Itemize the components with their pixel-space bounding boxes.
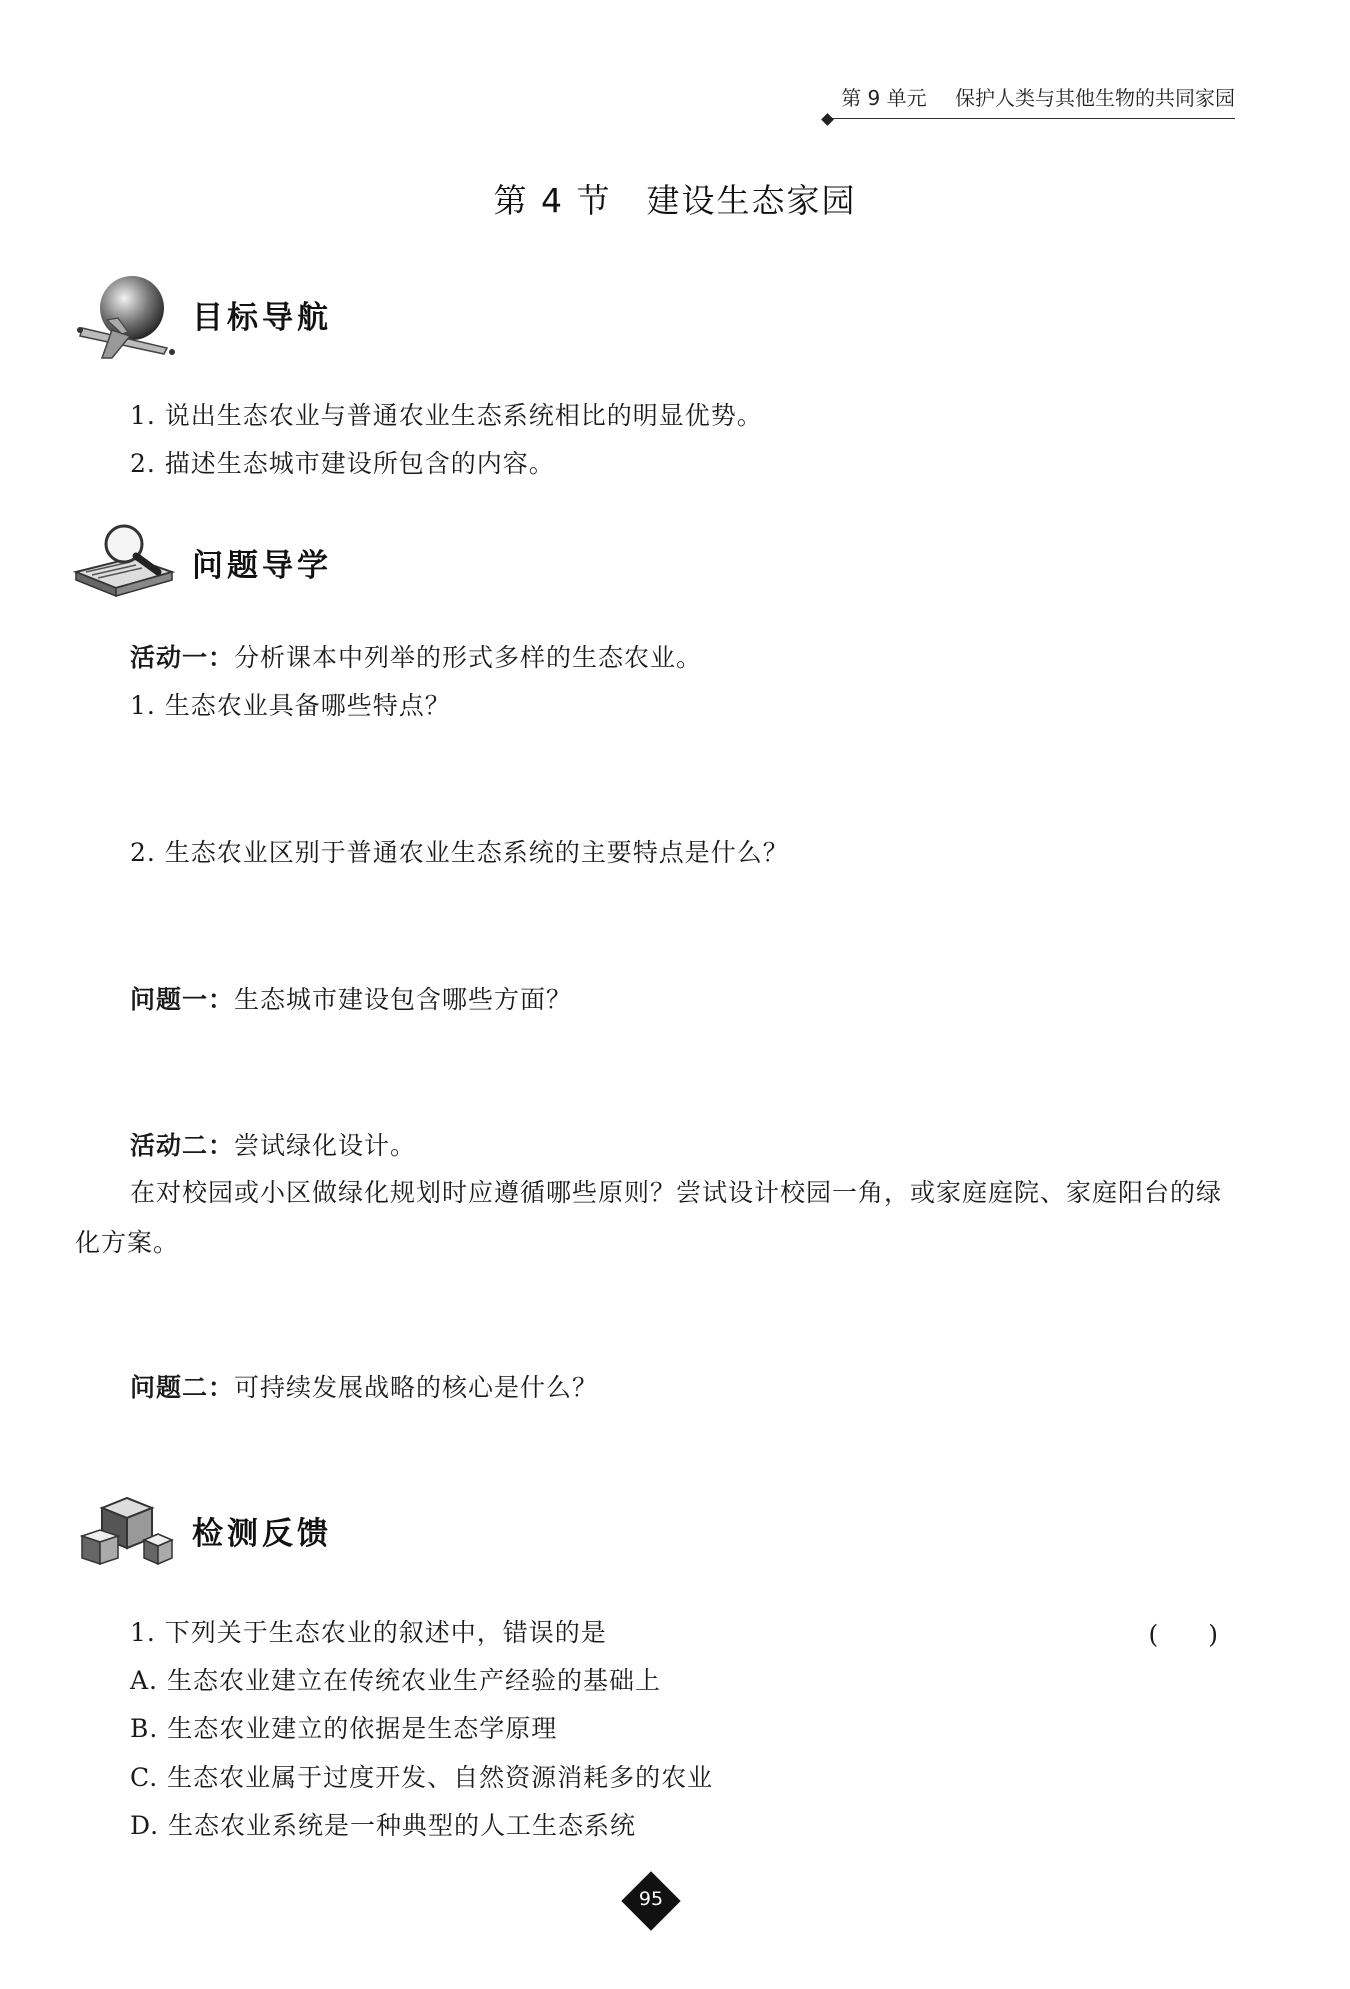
feedback-question-1: 1. 下列关于生态农业的叙述中，错误的是 bbox=[130, 1618, 607, 1647]
goal-item-2: 2. 描述生态城市建设所包含的内容。 bbox=[130, 449, 555, 478]
magnifier-book-icon bbox=[72, 520, 182, 605]
goal-item-1: 1. 说出生态农业与普通农业生态系统相比的明显优势。 bbox=[130, 401, 763, 430]
guide-heading-block bbox=[72, 520, 672, 620]
question1-label: 问题一： bbox=[130, 985, 235, 1014]
feedback-heading-block bbox=[72, 1488, 672, 1588]
activity2-line bbox=[130, 1128, 416, 1164]
question2-text: 可持续发展战略的核心是什么？ bbox=[234, 1373, 599, 1402]
question2-label: 问题二： bbox=[130, 1373, 235, 1402]
goals-heading-block bbox=[72, 270, 672, 370]
question1-line bbox=[130, 982, 572, 1018]
activity1-text: 分析课本中列举的形式多样的生态农业。 bbox=[234, 643, 703, 672]
unit-title: 保护人类与其他生物的共同家园 bbox=[955, 86, 1235, 110]
unit-number: 第 9 单元 bbox=[841, 86, 927, 110]
activity1-label: 活动一： bbox=[130, 643, 235, 672]
option-c: C. 生态农业属于过度开发、自然资源消耗多的农业 bbox=[130, 1763, 714, 1792]
running-header bbox=[841, 82, 1235, 117]
guide-heading: 问题导学 bbox=[192, 548, 332, 584]
globe-airplane-icon bbox=[72, 270, 182, 365]
section-title: 第 4 节 建设生态家园 bbox=[493, 181, 857, 220]
cube-blocks-icon bbox=[72, 1488, 182, 1578]
answer-bracket: ( ) bbox=[1148, 1620, 1218, 1649]
activity2-label: 活动二： bbox=[130, 1131, 235, 1160]
option-b: B. 生态农业建立的依据是生态学原理 bbox=[130, 1714, 558, 1743]
activity2-body: 在对校园或小区做绿化规划时应遵循哪些原则？尝试设计校园一角，或家庭庭院、家庭阳台的绿化方案。 bbox=[75, 1178, 1223, 1257]
header-rule bbox=[829, 118, 1235, 120]
question1-text: 生态城市建设包含哪些方面？ bbox=[234, 985, 573, 1014]
activity1-question-1: 1. 生态农业具备哪些特点？ bbox=[130, 691, 451, 720]
option-d: D. 生态农业系统是一种典型的人工生态系统 bbox=[130, 1811, 637, 1840]
activity1-line bbox=[130, 640, 702, 676]
feedback-heading: 检测反馈 bbox=[192, 1516, 332, 1552]
header-diamond bbox=[821, 113, 834, 126]
question2-line bbox=[130, 1370, 598, 1406]
activity1-question-2: 2. 生态农业区别于普通农业生态系统的主要特点是什么？ bbox=[130, 838, 789, 867]
goals-heading: 目标导航 bbox=[192, 300, 332, 336]
option-a: A. 生态农业建立在传统农业生产经验的基础上 bbox=[130, 1666, 661, 1695]
page-number: 95 bbox=[638, 1888, 664, 1910]
page-number-badge bbox=[625, 1875, 677, 1927]
activity2-text: 尝试绿化设计。 bbox=[234, 1131, 417, 1160]
